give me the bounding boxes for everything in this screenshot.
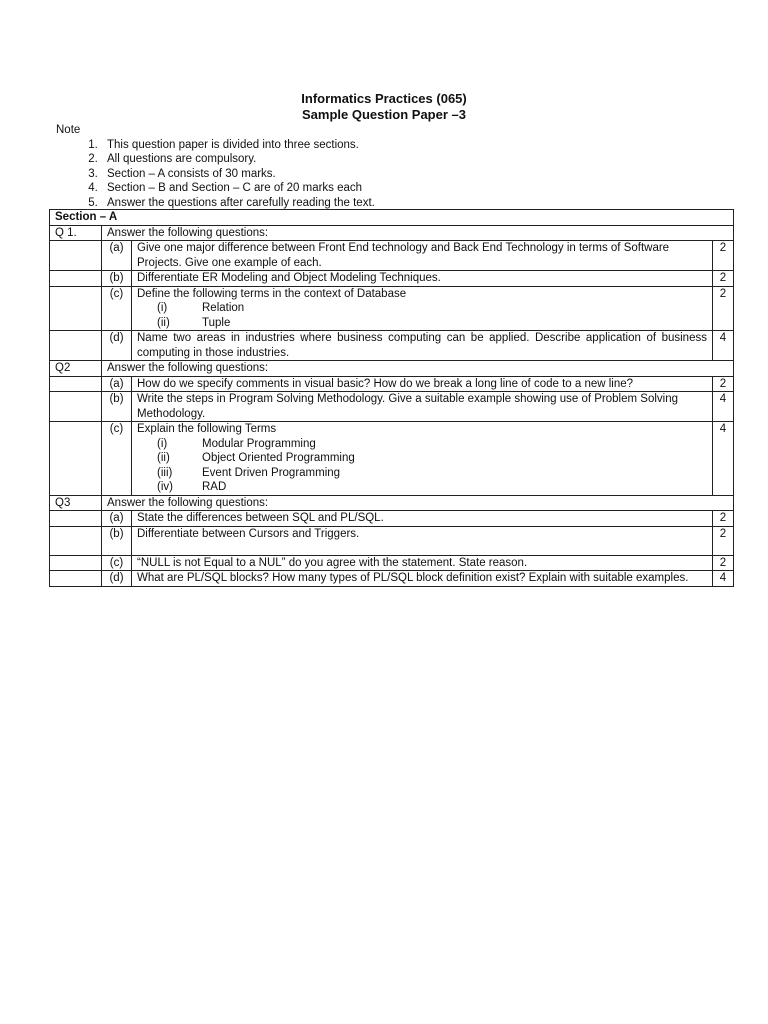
note-list [56, 138, 456, 211]
section-heading: Section – A [50, 210, 734, 226]
part-label: (a) [102, 241, 132, 271]
sub-label: (i) [157, 437, 168, 450]
part-row [50, 376, 734, 392]
part-cell [132, 286, 713, 331]
note-label: Note [56, 124, 81, 136]
part-marks: 2 [712, 526, 733, 555]
question-number: Q2 [50, 361, 102, 377]
part-marks: 4 [712, 392, 733, 422]
part-text: What are PL/SQL blocks? How many types of PL/SQL block definition exist? Explain with suitable examples. [132, 571, 713, 587]
part-label: (a) [102, 376, 132, 392]
part-label: (b) [102, 392, 132, 422]
sub-item [137, 466, 707, 481]
sub-text: Object Oriented Programming [202, 452, 355, 464]
sub-text: Modular Programming [202, 437, 316, 450]
part-label: (b) [102, 526, 132, 555]
sub-item [137, 437, 707, 452]
part-label: (c) [102, 555, 132, 571]
sub-label: (ii) [157, 452, 170, 464]
part-marks: 4 [712, 331, 733, 361]
question-instruction: Answer the following questions: [102, 361, 713, 377]
part-row [50, 526, 734, 555]
sub-label: (i) [157, 302, 168, 314]
part-text: Name two areas in industries where business computing can be applied. Describe application of business computing in those industries. [132, 331, 713, 361]
question-table [49, 209, 734, 587]
part-row [50, 286, 734, 331]
part-row [50, 422, 734, 496]
part-row [50, 555, 734, 571]
sub-item [137, 316, 707, 331]
part-text: Differentiate ER Modeling and Object Modeling Techniques. [132, 271, 713, 287]
part-marks: 2 [712, 271, 733, 287]
sub-text: Tuple [202, 316, 231, 329]
paper-title: Informatics Practices (065) [301, 91, 467, 106]
part-label: (a) [102, 511, 132, 527]
paper-subtitle: Sample Question Paper –3 [301, 107, 466, 122]
note-item: 5. Answer the questions after carefully reading the text. [101, 196, 456, 211]
section-row [50, 210, 734, 226]
sub-item [137, 451, 707, 466]
part-marks: 4 [712, 571, 733, 587]
sub-item [137, 301, 707, 316]
part-row [50, 331, 734, 361]
part-label: (d) [102, 331, 132, 361]
question-number: Q 1. [50, 225, 102, 241]
part-marks: 2 [712, 555, 733, 571]
part-text: “NULL is not Equal to a NUL” do you agree with the statement. State reason. [132, 555, 713, 571]
sub-label: (iii) [157, 466, 173, 479]
part-marks: 2 [712, 376, 733, 392]
note-item: 2. All questions are compulsory. [101, 152, 456, 167]
part-label: (c) [102, 286, 132, 331]
part-label: (c) [102, 422, 132, 496]
sub-text: Relation [202, 302, 245, 314]
part-cell [132, 422, 713, 496]
sub-item [137, 480, 707, 495]
part-label: (b) [102, 271, 132, 287]
question-row [50, 495, 734, 511]
part-row [50, 392, 734, 422]
sub-text: RAD [202, 481, 227, 493]
question-instruction: Answer the following questions: [102, 225, 713, 241]
question-instruction: Answer the following questions: [102, 495, 713, 511]
part-marks: 2 [712, 511, 733, 527]
part-text: How do we specify comments in visual basic? How do we break a long line of code to a new line? [132, 376, 713, 392]
part-row [50, 271, 734, 287]
part-row [50, 241, 734, 271]
part-text: Explain the following Terms [137, 423, 277, 435]
question-number: Q3 [50, 495, 102, 511]
part-marks: 2 [712, 286, 733, 331]
sub-label: (iv) [157, 481, 173, 493]
part-text: Write the steps in Program Solving Methodology. Give a suitable example showing use of Problem Solving Methodology. [132, 392, 713, 422]
sub-text: Event Driven Programming [202, 466, 341, 479]
note-item: 1. This question paper is divided into three sections. [101, 138, 456, 153]
note-item: 3. Section – A consists of 30 marks. [101, 167, 456, 182]
part-text: State the differences between SQL and PL/SQL. [132, 511, 713, 527]
part-text: Give one major difference between Front End technology and Back End Technology in terms of Software Projects. Give one example of each. [132, 241, 713, 271]
question-row [50, 225, 734, 241]
part-text: Define the following terms in the context of Database [137, 287, 407, 300]
part-marks: 4 [712, 422, 733, 496]
part-row [50, 511, 734, 527]
part-text: Differentiate between Cursors and Triggers. [132, 526, 713, 555]
question-row [50, 361, 734, 377]
sub-label: (ii) [157, 316, 170, 329]
note-block [56, 123, 456, 210]
part-row [50, 571, 734, 587]
part-label: (d) [102, 571, 132, 587]
part-marks: 2 [712, 241, 733, 271]
note-item: 4. Section – B and Section – C are of 20 marks each [101, 181, 456, 196]
